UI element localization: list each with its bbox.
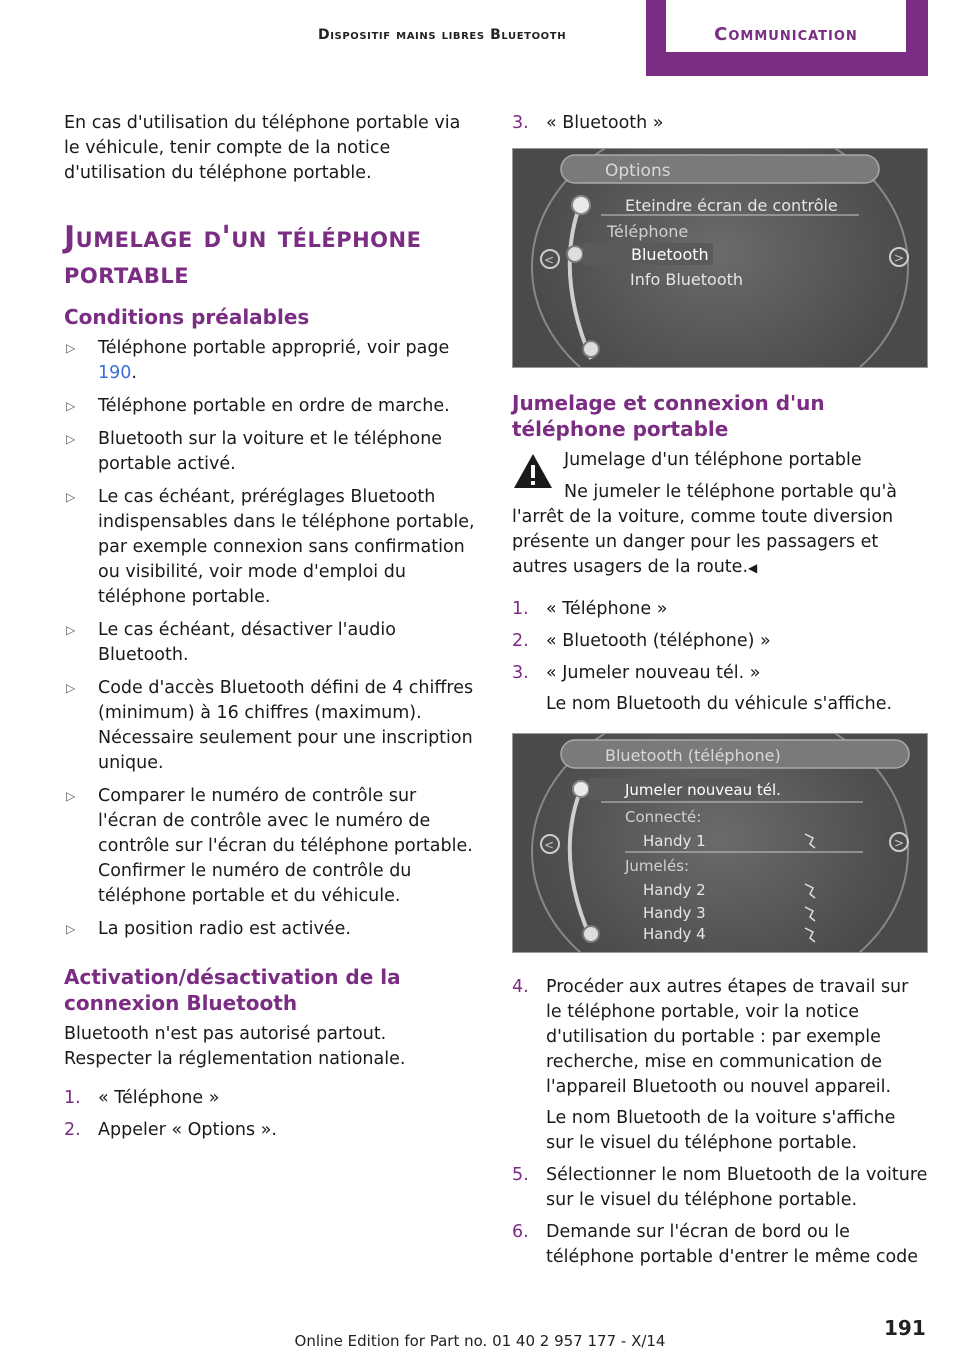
screen-item: Handy 3 [643, 904, 706, 922]
screen-item: Téléphone [607, 222, 689, 241]
screen-item-selected: Bluetooth [631, 245, 709, 264]
list-item: ▷ Comparer le numéro de contrôle sur l'écran de contrôle avec le numéro de contrôle sur l'écran du téléphone portable. Confirmer le numéro de contrôle du téléphone portable et du véhicule. [64, 784, 478, 909]
forward-arrow-icon: > [894, 251, 905, 265]
screen-item: Handy 1 [643, 832, 706, 850]
more-steps [512, 975, 928, 1270]
chapter-tab: Communication [666, 0, 906, 52]
list-item: ▷ Téléphone portable approprié, voir page 190. [64, 336, 478, 386]
conditions-heading: Conditions préalables [64, 305, 310, 329]
back-arrow-icon: < [544, 838, 555, 852]
list-item: ▷ Code d'accès Bluetooth défini de 4 chiffres (minimum) à 16 chiffres (maximum). Nécessaire seulement pour une inscription unique. [64, 676, 478, 776]
activation-steps [64, 1086, 478, 1143]
screen-header: Options [605, 161, 671, 181]
section-title: Jumelage d'un téléphone portable [64, 220, 422, 291]
conditions-list [64, 336, 478, 942]
screen-item: Info Bluetooth [630, 270, 744, 289]
list-item: 1. « Téléphone » [64, 1088, 220, 1108]
right-column [512, 111, 928, 1277]
warning-title: Jumelage d'un téléphone portable [564, 450, 862, 470]
list-item: 4. Procéder aux autres étapes de travail sur le téléphone portable, voir la notice d'utilisation du portable : par exemple recherche, mise en communication de l'appareil Bluetooth ou nouvel appareil. Le nom Bluetooth de la voiture s'affiche sur le visuel du téléphone portable. [512, 977, 909, 1153]
screen-item: Eteindre écran de contrôle [625, 196, 838, 215]
list-item: 1. « Téléphone » [512, 599, 668, 619]
list-item: 3. « Jumeler nouveau tél. » Le nom Bluetooth du véhicule s'affiche. [512, 663, 893, 714]
back-arrow-icon: < [544, 253, 555, 267]
activation-heading: Activation/désactivation de la connexion Bluetooth [64, 965, 401, 1015]
page-number: 191 [884, 1316, 926, 1340]
warning-triangle-icon [512, 452, 554, 490]
screen-item: Handy 2 [643, 881, 706, 899]
warning-text: l'arrêt de la voiture, comme toute diversion présente un danger pour les passagers et autres usagers de la route. [512, 507, 894, 577]
left-column [64, 111, 478, 1150]
screen-item-selected: Jumeler nouveau tél. [625, 781, 781, 799]
intro-paragraph: En cas d'utilisation du téléphone portable via le véhicule, tenir compte de la notice d'utilisation du téléphone portable. [64, 113, 461, 183]
pairing-steps [512, 597, 928, 717]
list-item: 6. Demande sur l'écran de bord ou le téléphone portable d'entrer le même code [512, 1222, 919, 1267]
forward-arrow-icon: > [894, 836, 905, 850]
list-item: 5. Sélectionner le nom Bluetooth de la voiture sur le visuel du téléphone portable. [512, 1165, 928, 1210]
end-mark: ◀ [748, 561, 758, 575]
screen-item: Jumelés: [625, 857, 690, 875]
page-link[interactable]: 190 [98, 363, 132, 383]
idrive-screen-bluetooth [512, 733, 928, 953]
screen-item: Handy 4 [643, 925, 706, 943]
list-item: 2. « Bluetooth (téléphone) » [512, 631, 771, 651]
edition-footer: Online Edition for Part no. 01 40 2 957 177 - X/14 [294, 1332, 666, 1350]
list-item: 2. Appeler « Options ». [64, 1120, 277, 1140]
list-item: ▷ Téléphone portable en ordre de marche. [64, 394, 478, 419]
activation-text: Bluetooth n'est pas autorisé partout. Respecter la réglementation nationale. [64, 1024, 406, 1069]
pairing-heading: Jumelage et connexion d'un téléphone portable [512, 391, 825, 441]
screen-header: Bluetooth (téléphone) [605, 746, 781, 765]
idrive-screen-options [512, 148, 928, 368]
running-header: Dispositif mains libres Bluetooth [318, 27, 567, 43]
warning-line: Ne jumeler le téléphone portable qu'à [564, 482, 897, 502]
screen-item: Connecté: [625, 808, 702, 826]
warning-block [512, 448, 928, 581]
list-item: ▷ Le cas échéant, préréglages Bluetooth indispensables dans le téléphone portable, par exemple connexion sans confirmation ou visibilité, voir mode d'emploi du téléphone portable. [64, 485, 478, 610]
list-item: 3. « Bluetooth » [512, 113, 664, 133]
list-item: ▷ Le cas échéant, désactiver l'audio Bluetooth. [64, 618, 478, 668]
list-item: ▷ Bluetooth sur la voiture et le téléphone portable activé. [64, 427, 478, 477]
list-item: ▷ La position radio est activée. [64, 917, 478, 942]
